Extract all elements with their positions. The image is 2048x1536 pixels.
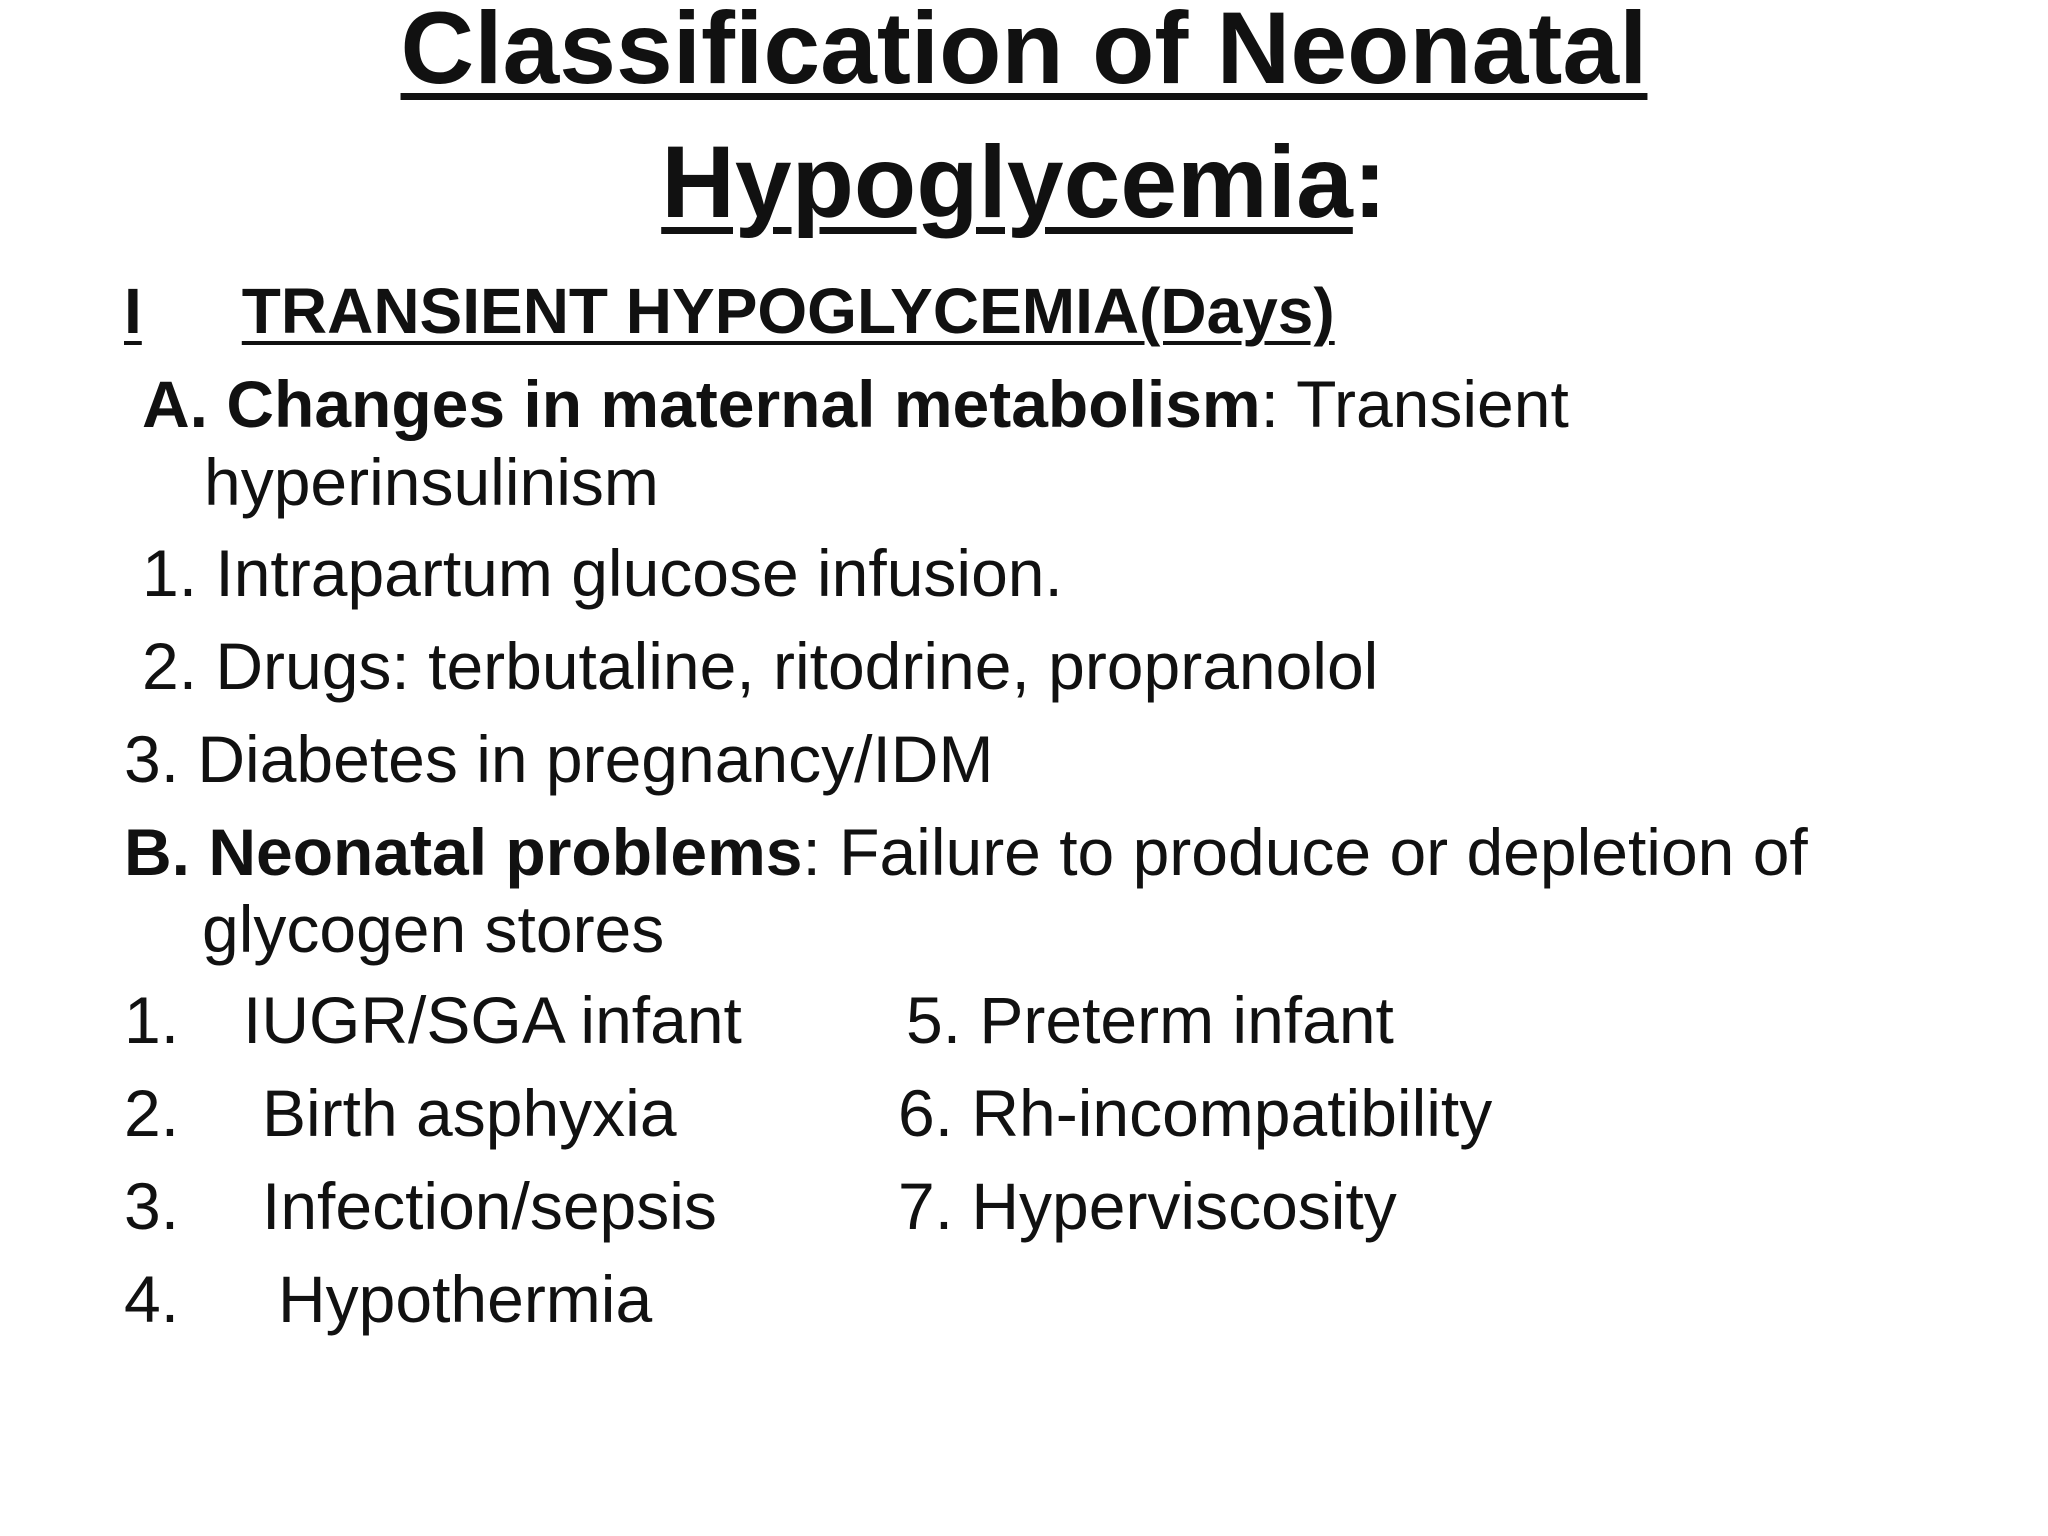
section-a-item-2: 2. Drugs: terbutaline, ritodrine, propranolol — [142, 629, 1379, 703]
list-number: 2. — [124, 1076, 180, 1150]
list-number: 3. — [124, 1169, 180, 1243]
section-a-desc-2: hyperinsulinism — [204, 445, 659, 519]
section-b-item-4 — [124, 1262, 179, 1338]
section-b-desc-1: : Failure to produce or depletion of — [802, 815, 1808, 889]
title-text-1: Classification of Neonatal — [400, 0, 1648, 105]
section-a-line-2 — [204, 445, 659, 521]
section-b-item-7: 7. Hyperviscosity — [898, 1169, 1397, 1243]
section-a-item-1: 1. Intrapartum glucose infusion. — [142, 536, 1063, 610]
section-b-item-1-text: IUGR/SGA infant — [243, 983, 742, 1057]
section-b-item-4-text: Hypothermia — [278, 1262, 653, 1336]
section-b-item-2 — [124, 1076, 179, 1152]
title-text-2: Hypoglycemia — [661, 125, 1353, 239]
section-a-item-3: 3. Diabetes in pregnancy/IDM — [124, 722, 994, 796]
section-heading-transient — [124, 275, 1335, 349]
section-b-item-6: 6. Rh-incompatibility — [898, 1076, 1493, 1150]
section-b-item-2-text: Birth asphyxia — [262, 1076, 677, 1150]
section-a-desc-1: : Transient — [1260, 367, 1569, 441]
section-b-desc-2: glycogen stores — [202, 892, 665, 966]
section-b-line-1 — [124, 815, 1808, 891]
section-a-label: A. Changes in maternal metabolism — [142, 367, 1261, 441]
section-heading-text: TRANSIENT HYPOGLYCEMIA(Days) — [241, 275, 1335, 347]
list-number: 4. — [124, 1262, 180, 1336]
title-colon: : — [1352, 125, 1387, 239]
section-b-item-5: 5. Preterm infant — [906, 983, 1394, 1057]
section-a-line-1 — [142, 367, 1569, 443]
section-b-item-3-text: Infection/sepsis — [262, 1169, 717, 1243]
slide-title-line-1 — [0, 0, 2048, 104]
section-b-label: B. Neonatal problems — [124, 815, 803, 889]
slide-title-line-2 — [0, 126, 2048, 238]
list-number: 1. — [124, 983, 180, 1057]
section-b-line-2 — [202, 892, 664, 968]
section-numeral: I — [124, 275, 142, 347]
section-b-item-1 — [124, 983, 179, 1059]
section-b-item-3 — [124, 1169, 179, 1245]
